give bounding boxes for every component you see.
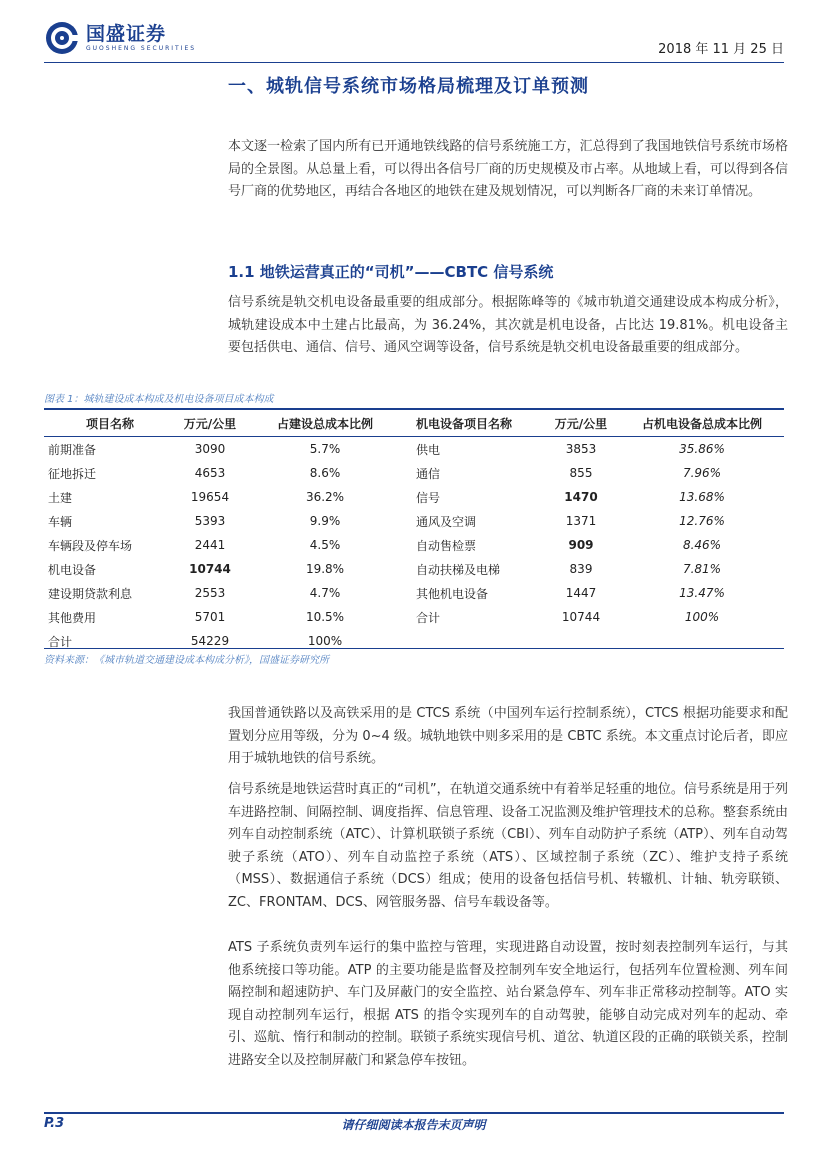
- header-cost-per-km: 万元/公里: [183, 416, 237, 431]
- item-cost: 19654: [190, 490, 230, 504]
- report-date: 2018 年 11 月 25 日: [658, 42, 784, 57]
- header-equipment-cost-per-km: 万元/公里: [554, 416, 608, 431]
- equipment-name: 自动扶梯及电梯: [416, 562, 501, 577]
- table-header-row: [44, 410, 784, 436]
- equipment-share: 13.47%: [679, 586, 725, 600]
- header-share-of-total: 占建设总成本比例: [276, 416, 373, 431]
- section-title: 一、城轨信号系统市场格局梳理及订单预测: [228, 76, 589, 97]
- paragraph-subsystems: ATS 子系统负责列车运行的集中监控与管理，实现进路自动设置，按时刻表控制列车运行，与其他系统接口等功能。ATP 的主要功能是监督及控制列车安全地运行，包括列车位置检测、列车间隔控制和超速防护、车门及屏蔽门的安全监控、站台紧急停车、列车非正常移动控制等。ATO 实现自动控制列车运行，根据 ATS 的指令实现列车的自动驾驶，能够自动完成对列车的起动、牵引、巡航、惰行和制动的控制。联锁子系统实现信号机、道岔、轨道区段的正确的联锁关系，控制进路安全以及控制屏蔽门和紧急停车按钮。: [228, 940, 788, 1068]
- footer-disclaimer: 请仔细阅读本报告末页声明: [341, 1118, 486, 1132]
- equipment-cost: 839: [569, 562, 593, 576]
- item-name: 车辆段及停车场: [48, 538, 133, 553]
- item-cost: 3090: [194, 442, 226, 456]
- logo-english-name: GUOSHENG SECURITIES: [86, 45, 197, 52]
- item-share: 36.2%: [305, 490, 345, 504]
- equipment-cost: 855: [569, 466, 593, 480]
- paragraph-cost-structure: 信号系统是轨交机电设备最重要的组成部分。根据陈峰等的《城市轨道交通建设成本构成分析》，城轨建设成本中土建占比最高，为 36.24%，其次就是机电设备，占比达 19.81%。机电设备主要包括供电、通信、信号、通风空调等设备，信号系统是轨交机电设备最重要的组成部分。: [228, 295, 788, 355]
- logo-name: 国盛证券: [86, 23, 167, 45]
- equipment-cost: 1371: [565, 514, 597, 528]
- header-share-of-equipment: 占机电设备总成本比例: [641, 416, 762, 431]
- subsection-title: 1.1 地铁运营真正的“司机”——CBTC 信号系统: [228, 263, 554, 281]
- equipment-name: 通信: [416, 466, 441, 481]
- table-row: [44, 605, 784, 629]
- item-share: 19.8%: [305, 562, 345, 576]
- equipment-share: 13.68%: [679, 490, 725, 504]
- item-cost: 4653: [194, 466, 226, 480]
- item-share: 4.7%: [309, 586, 341, 600]
- page-number: P.3: [44, 1116, 65, 1131]
- item-share: 100%: [307, 634, 343, 648]
- figure-source: 资料来源：《城市轨道交通建设成本构成分析》，国盛证券研究所: [44, 655, 329, 666]
- equipment-name: 供电: [416, 442, 441, 457]
- equipment-name: 信号: [416, 490, 441, 505]
- equipment-name: 合计: [416, 610, 441, 625]
- item-name: 车辆: [48, 514, 73, 529]
- item-cost: 10744: [189, 562, 231, 576]
- table-row: [44, 557, 784, 581]
- cost-table: [44, 410, 784, 653]
- equipment-cost: 10744: [561, 610, 601, 624]
- item-name: 土建: [48, 490, 73, 505]
- item-share: 9.9%: [309, 514, 341, 528]
- item-name: 建设期贷款利息: [48, 586, 133, 601]
- item-name: 其他费用: [48, 610, 97, 625]
- equipment-share: 7.96%: [682, 466, 722, 480]
- item-cost: 5701: [194, 610, 226, 624]
- item-share: 4.5%: [309, 538, 341, 552]
- header-equipment-name: 机电设备项目名称: [416, 416, 513, 431]
- figure-title: 图表 1：城轨建设成本构成及机电设备项目成本构成: [44, 394, 274, 405]
- item-name: 合计: [48, 634, 73, 649]
- table-row: [44, 485, 784, 509]
- equipment-share: 12.76%: [679, 514, 725, 528]
- table-row: [44, 533, 784, 557]
- equipment-name: 自动售检票: [416, 538, 477, 553]
- equipment-cost: 1447: [565, 586, 597, 600]
- equipment-share: 7.81%: [682, 562, 722, 576]
- figure-bottom-rule: [44, 648, 784, 649]
- equipment-cost: 1470: [564, 490, 598, 504]
- item-share: 5.7%: [309, 442, 341, 456]
- item-name: 前期准备: [48, 442, 97, 457]
- paragraph-ctcs: 我国普通铁路以及高铁采用的是 CTCS 系统（中国列车运行控制系统），CTCS 根据功能要求和配置划分应用等级，分为 0~4 级。城轨地铁中则多采用的是 CBTC 系统。本文重点讨论后者，即应用于城轨地铁的信号系统。: [228, 706, 788, 766]
- equipment-name: 通风及空调: [416, 514, 477, 529]
- footer-divider: [44, 1112, 784, 1114]
- header-item-name: 项目名称: [85, 416, 134, 431]
- guosheng-logo-icon: [44, 20, 80, 56]
- item-name: 机电设备: [48, 562, 97, 577]
- item-share: 10.5%: [305, 610, 345, 624]
- intro-paragraph: 本文逐一检索了国内所有已开通地铁线路的信号系统施工方，汇总得到了我国地铁信号系统市场格局的全景图。从总量上看，可以得出各信号厂商的历史规模及市占率。从地域上看，可以得到各信号厂商的优势地区，再结合各地区的地铁在建及规划情况，可以判断各厂商的未来订单情况。: [228, 139, 788, 199]
- item-cost: 2441: [194, 538, 226, 552]
- item-name: 征地拆迁: [48, 466, 97, 481]
- header-divider: [44, 62, 784, 63]
- item-cost: 5393: [194, 514, 226, 528]
- equipment-cost: 3853: [565, 442, 597, 456]
- paragraph-signal-system: 信号系统是地铁运营时真正的“司机”，在轨道交通系统中有着举足轻重的地位。信号系统是用于列车进路控制、间隔控制、调度指挥、信息管理、设备工况监测及维护管理技术的总称。整套系统由列车自动控制系统（ATC）、计算机联锁子系统（CBI）、列车自动防护子系统（ATP）、列车自动驾驶子系统（ATO）、列车自动监控子系统（ATS）、区域控制子系统（ZC）、维护支持子系统（MSS）、数据通信子系统（DCS）组成；使用的设备包括信号机、转辙机、计轴、轨旁联锁、ZC、FRONTAM、DCS、网管服务器、信号车载设备等。: [228, 782, 788, 910]
- equipment-name: 其他机电设备: [416, 586, 489, 601]
- table-row: [44, 509, 784, 533]
- table-row: [44, 629, 784, 653]
- table-row: [44, 437, 784, 461]
- item-share: 8.6%: [309, 466, 341, 480]
- equipment-share: 35.86%: [679, 442, 725, 456]
- item-cost: 54229: [190, 634, 230, 648]
- table-row: [44, 461, 784, 485]
- equipment-share: 8.46%: [682, 538, 722, 552]
- equipment-cost: 909: [568, 538, 594, 552]
- logo: [44, 20, 196, 56]
- equipment-share: 100%: [684, 610, 720, 624]
- item-cost: 2553: [194, 586, 226, 600]
- table-row: [44, 581, 784, 605]
